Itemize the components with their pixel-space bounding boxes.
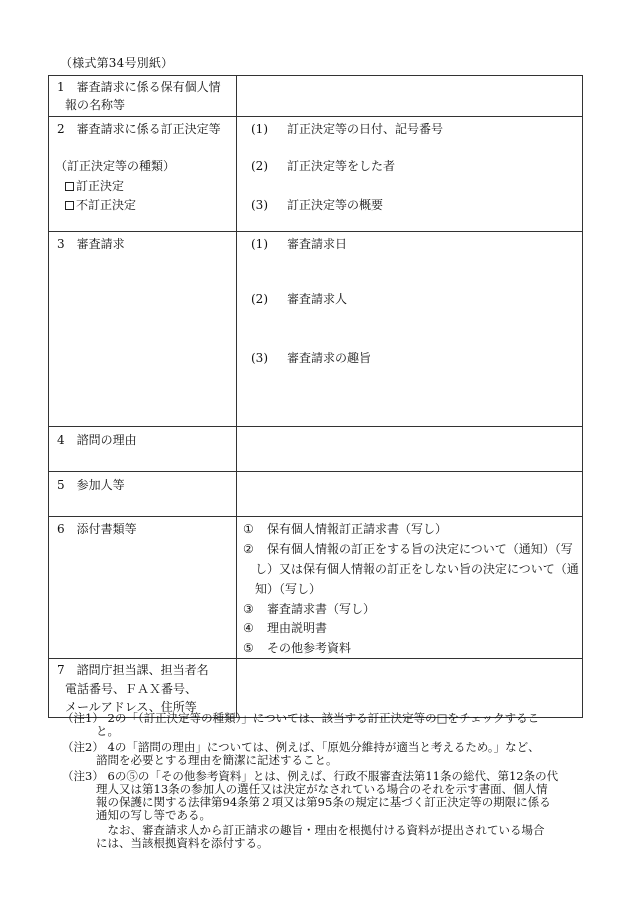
row-3-label-cell	[49, 232, 237, 427]
note-3-line-5: なお、審査請求人から訂正請求の趣旨・理由を根拠付ける資料が提出されている場合	[96, 823, 545, 837]
note-1-line-1	[62, 712, 539, 725]
attachment-item-3-text: 審査請求書（写し）	[267, 602, 376, 616]
row-7	[49, 659, 583, 718]
row-3-label-title: 3 審査請求	[57, 237, 125, 251]
row-1-label-cell	[49, 76, 237, 117]
row-7-label-line-3: メールアドレス、住所等	[65, 700, 197, 714]
correction-item-2-text: 訂正決定等をした者	[287, 159, 396, 173]
correction-item-1-text: 訂正決定等の日付、記号番号	[287, 122, 444, 136]
checkbox-square-icon[interactable]	[65, 201, 74, 210]
attachment-item-2-line-2: し）又は保有個人情報の訂正をしない旨の決定について（通	[255, 562, 579, 576]
row-6-label-title: 6 添付書類等	[57, 522, 137, 536]
row-5	[49, 472, 583, 517]
row-3	[49, 232, 583, 427]
row-1-label-line-2: 報の名称等	[65, 98, 126, 112]
attachment-item-5-text: その他参考資料	[267, 641, 352, 655]
checkbox-non-correction-decision[interactable]	[65, 198, 136, 212]
row-5-label-title: 5 参加人等	[57, 478, 125, 492]
correction-item-1-number: (1)	[251, 122, 268, 136]
row-1-label-line-1: 1 審査請求に係る保有個人情	[57, 80, 221, 94]
correction-kind-heading: （訂正決定等の種類）	[55, 159, 176, 173]
correction-item-2-number: (2)	[251, 159, 268, 173]
row-1-value-cell[interactable]	[237, 76, 583, 117]
note-2-line-2: 諮問を必要とする理由を簡潔に記述すること。	[96, 753, 338, 767]
note-3-line-3: 報の保護に関する法律第94条第２項又は第95条の規定に基づく訂正決定等の期限に係る	[96, 795, 551, 809]
attachment-item-2-text-line-1: 保有個人情報の訂正をする旨の決定について（通知）（写	[267, 542, 573, 556]
row-4-value-cell[interactable]	[237, 427, 583, 472]
request-item-1	[251, 237, 347, 251]
attachment-item-4-text: 理由説明書	[267, 621, 328, 635]
attachment-item-3-mark: ③	[243, 602, 254, 616]
request-item-2	[251, 292, 347, 306]
row-6	[49, 517, 583, 659]
row-4	[49, 427, 583, 472]
row-7-label-line-2: 電話番号、ＦＡＸ番号、	[65, 682, 198, 696]
attachment-item-2	[243, 542, 573, 556]
row-7-value-cell[interactable]	[237, 659, 583, 718]
correction-item-3-text: 訂正決定等の概要	[287, 198, 384, 212]
checkbox-correction-decision[interactable]	[65, 179, 124, 193]
attachment-item-5	[243, 641, 351, 655]
correction-item-3	[251, 198, 383, 212]
note-1-tag: （注1）	[62, 711, 104, 725]
attachment-item-2-line-3: 知）（写し）	[255, 582, 322, 596]
attachment-item-3	[243, 602, 375, 616]
attachment-item-4	[243, 621, 327, 635]
note-2-text-line-1: 4の「諮問の理由」については、例えば、「原処分維持が適当と考えるため。」など、	[96, 740, 540, 754]
request-item-1-text: 審査請求日	[287, 237, 348, 251]
attachment-item-1	[243, 522, 447, 536]
attachment-item-1-text: 保有個人情報訂正請求書（写し）	[267, 522, 448, 536]
attachment-item-4-mark: ④	[243, 621, 254, 635]
request-item-2-text: 審査請求人	[287, 292, 348, 306]
note-1-text-line-1: 2の「（訂正決定等の種類）」については、該当する訂正決定等の□をチェックするこ	[96, 711, 540, 725]
note-3-tag: （注3）	[62, 769, 104, 783]
note-3-text-line-1: 6の⑤の「その他参考資料」とは、例えば、行政不服審査法第11条の総代、第12条の代	[96, 769, 559, 783]
note-1-line-2: と。	[96, 724, 119, 738]
row-6-label-cell	[49, 517, 237, 659]
row-6-value-cell[interactable]	[237, 517, 583, 659]
request-item-3	[251, 351, 371, 365]
checkbox-correction-decision-label: 訂正決定	[76, 179, 125, 193]
checkbox-non-correction-decision-label: 不訂正決定	[76, 198, 137, 212]
attachment-item-1-mark: ①	[243, 522, 254, 536]
attachment-item-5-mark: ⑤	[243, 641, 254, 655]
row-2	[49, 117, 583, 232]
correction-item-1	[251, 122, 443, 136]
request-item-3-text: 審査請求の趣旨	[287, 351, 372, 365]
request-item-1-number: (1)	[251, 237, 268, 251]
row-2-value-cell[interactable]	[237, 117, 583, 232]
row-4-label-title: 4 諮問の理由	[57, 433, 137, 447]
row-3-value-cell[interactable]	[237, 232, 583, 427]
row-5-label-cell	[49, 472, 237, 517]
row-2-label-cell	[49, 117, 237, 232]
request-item-2-number: (2)	[251, 292, 268, 306]
note-3-line-4: 通知の写し等である。	[96, 808, 211, 822]
row-4-label-cell	[49, 427, 237, 472]
row-5-value-cell[interactable]	[237, 472, 583, 517]
checkbox-square-icon[interactable]	[65, 182, 74, 191]
attachment-item-2-mark: ②	[243, 542, 254, 556]
row-2-label-title: 2 審査請求に係る訂正決定等	[57, 122, 221, 136]
row-1	[49, 76, 583, 117]
note-3-line-2: 理人又は第13条の参加人の選任又は決定がなされている場合のそれを示す書面、個人情	[96, 782, 548, 796]
row-7-label-line-1: 7 諮問庁担当課、担当者名	[57, 663, 209, 677]
note-2-tag: （注2）	[62, 740, 104, 754]
review-request-form-table	[48, 75, 583, 718]
request-item-3-number: (3)	[251, 351, 268, 365]
correction-item-2	[251, 159, 395, 173]
correction-item-3-number: (3)	[251, 198, 268, 212]
row-7-label-cell	[49, 659, 237, 718]
note-3-line-6: には、当該根拠資料を添付する。	[96, 836, 269, 850]
form-number-label: （様式第34号別紙）	[60, 56, 174, 70]
